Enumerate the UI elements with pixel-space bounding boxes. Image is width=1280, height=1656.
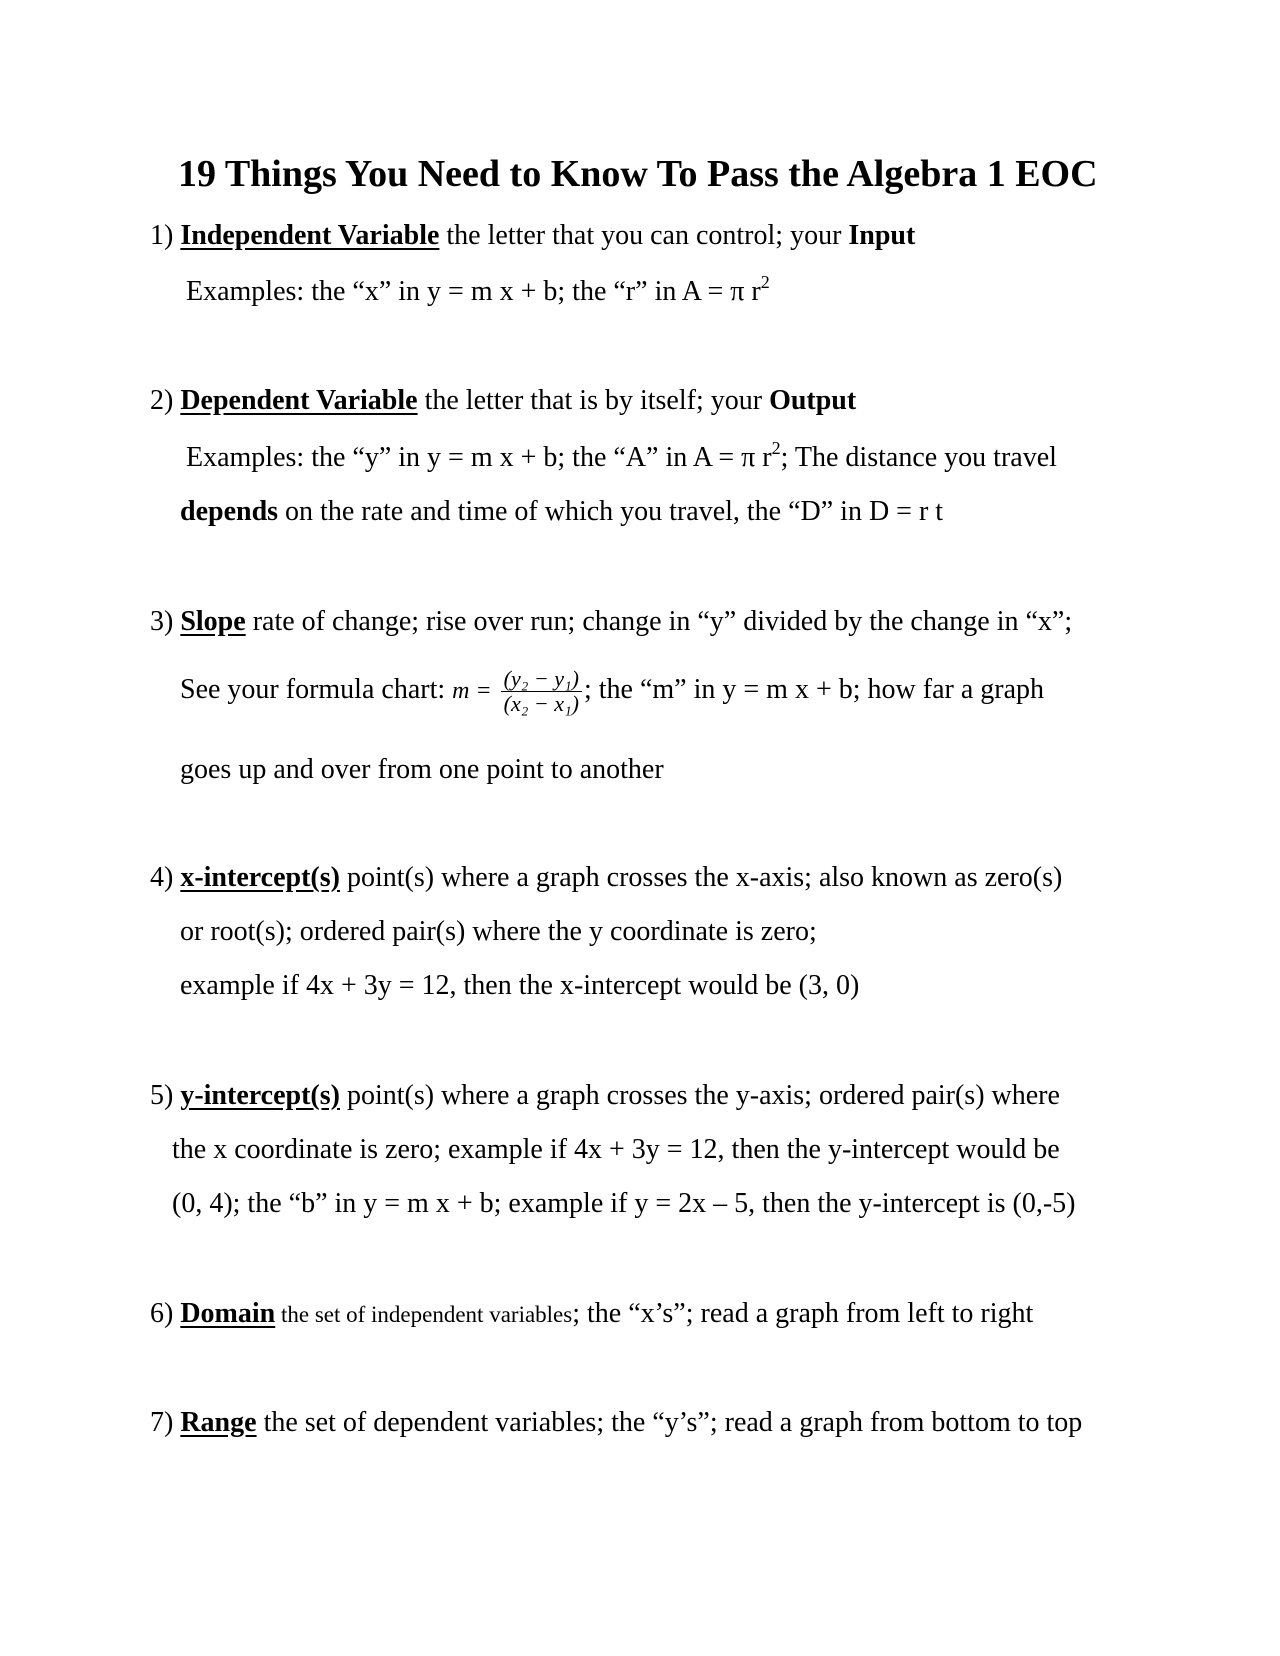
item-4-line-2 [180, 914, 817, 950]
definition-text: the letter that is by itself; your [417, 385, 770, 416]
exponent: 2 [771, 437, 781, 458]
item-7-heading [150, 1405, 1082, 1441]
item-number: 6) [150, 1298, 174, 1329]
fraction-numerator: (y₂ − y₁) [501, 667, 582, 692]
fraction-denominator: (x₂ − x₁) [503, 691, 579, 717]
example-text: Examples: the “x” in y = m x + b; the “r” in A = π r [186, 276, 761, 307]
term-y-intercept: y-intercept(s) [180, 1080, 340, 1111]
item-3-formula [180, 664, 1044, 717]
definition-text: the letter that you can control; your [439, 220, 849, 251]
item-5-line-3 [172, 1186, 1075, 1222]
definition-text: ; the “x’s”; read a graph from left to right [572, 1298, 1034, 1329]
item-3-heading [150, 604, 1072, 640]
continuation-bold: depends [180, 496, 279, 527]
slope-fraction [501, 667, 582, 716]
definition-text: rate of change; rise over run; change in “y” divided by the change in “x”; [245, 606, 1073, 637]
item-2-heading [150, 383, 856, 419]
example-text-cont: ; The distance you travel [780, 442, 1057, 473]
continuation-text: goes up and over from one point to another [180, 754, 664, 785]
item-3-continuation [180, 752, 664, 788]
page-title: 19 Things You Need to Know To Pass the Algebra 1 EOC [178, 153, 1098, 195]
definition-text: point(s) where a graph crosses the x-axis; also known as zero(s) [339, 862, 1063, 893]
formula-prefix: See your formula chart: [180, 674, 453, 705]
slope-variable: m = [452, 678, 492, 704]
item-number: 1) [150, 220, 174, 251]
term-domain: Domain [180, 1298, 276, 1329]
definition-line: or root(s); ordered pair(s) where the y coordinate is zero; [180, 916, 817, 947]
term-independent-variable: Independent Variable [180, 220, 440, 251]
item-number: 7) [150, 1407, 174, 1438]
term-x-intercept: x-intercept(s) [180, 862, 340, 893]
item-number: 4) [150, 862, 174, 893]
item-4-heading [150, 860, 1062, 896]
definition-text: point(s) where a graph crosses the y-axis; ordered pair(s) where [339, 1080, 1060, 1111]
example-text: Examples: the “y” in y = m x + b; the “A” in A = π r [186, 442, 772, 473]
definition-bold: Output [769, 385, 857, 416]
item-5-line-2 [172, 1132, 1060, 1168]
continuation-text: on the rate and time of which you travel, the “D” in D = r t [278, 496, 944, 527]
term-dependent-variable: Dependent Variable [180, 385, 418, 416]
definition-line: example if 4x + 3y = 12, then the x-intercept would be (3, 0) [180, 970, 860, 1001]
item-6-heading [150, 1296, 1033, 1333]
term-range: Range [180, 1407, 257, 1438]
definition-small: the set of independent variables [275, 1302, 573, 1327]
item-number: 2) [150, 385, 174, 416]
item-5-heading [150, 1078, 1060, 1114]
item-2-example [186, 437, 1057, 476]
definition-bold: Input [848, 220, 916, 251]
definition-line: the x coordinate is zero; example if 4x + 3y = 12, then the y-intercept would be [172, 1134, 1060, 1165]
term-slope: Slope [180, 606, 246, 637]
item-1-heading [150, 218, 915, 254]
item-4-line-3 [180, 968, 859, 1004]
definition-line: (0, 4); the “b” in y = m x + b; example if y = 2x – 5, then the y-intercept is (0,-5) [172, 1188, 1076, 1219]
item-1-example [186, 271, 770, 310]
item-number: 5) [150, 1080, 174, 1111]
formula-suffix: ; the “m” in y = m x + b; how far a graph [583, 674, 1045, 705]
item-number: 3) [150, 606, 174, 637]
item-2-continuation [180, 494, 943, 530]
definition-text: the set of dependent variables; the “y’s”; read a graph from bottom to top [256, 1407, 1083, 1438]
exponent: 2 [760, 271, 770, 292]
